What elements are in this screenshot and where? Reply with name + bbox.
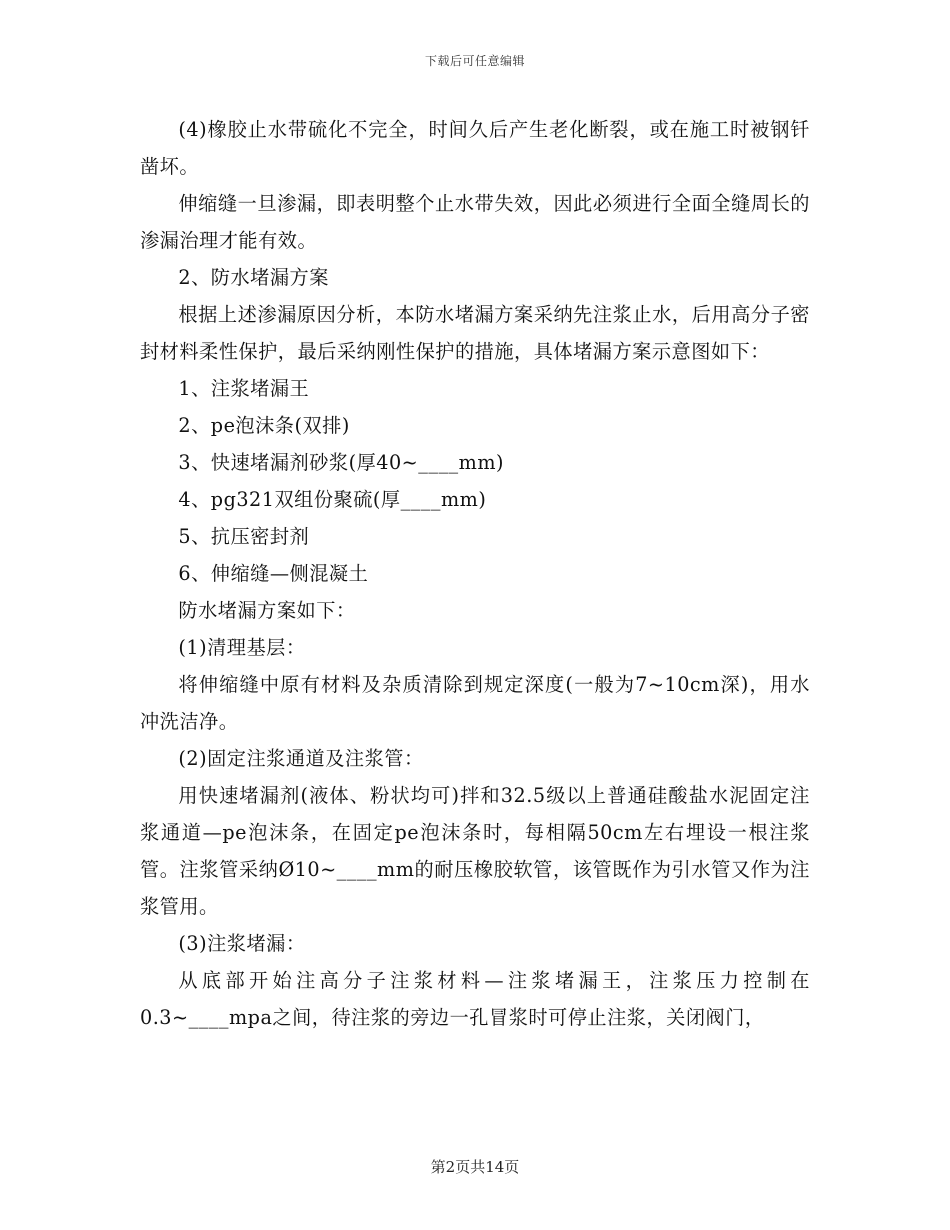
paragraph: 从底部开始注高分子注浆材料—注浆堵漏王，注浆压力控制在0.3~____mpa之间，待注浆的旁边一孔冒浆时可停止注浆，关闭阀门， [140, 969, 810, 1029]
paragraph: 伸缩缝一旦渗漏，即表明整个止水带失效，因此必须进行全面全缝周长的渗漏治理才能有效。 [140, 192, 810, 252]
list-item: 5、抗压密封剂 [178, 525, 310, 548]
list-item: 3、快速堵漏剂砂浆(厚40~____mm) [178, 451, 505, 474]
list-item: 2、pe泡沫条(双排) [178, 414, 350, 437]
page-header: 下载后可任意编辑 [424, 54, 525, 68]
list-item: 4、pg321双组份聚硫(厚____mm) [178, 488, 487, 511]
paragraph: 将伸缩缝中原有材料及杂质清除到规定深度(一般为7~10cm深)，用水冲洗洁净。 [140, 673, 810, 733]
page-number: 第2页共14页 [430, 1158, 520, 1176]
list-item: 1、注浆堵漏王 [178, 377, 310, 400]
step-heading: (3)注浆堵漏： [178, 932, 306, 955]
body-text [140, 111, 810, 1036]
paragraph: 防水堵漏方案如下： [178, 599, 356, 622]
section-heading: 2、防水堵漏方案 [178, 266, 329, 289]
list-item: 6、伸缩缝—侧混凝土 [178, 562, 369, 585]
paragraph: 根据上述渗漏原因分析，本防水堵漏方案采纳先注浆止水，后用高分子密封材料柔性保护，最后采纳刚性保护的措施，具体堵漏方案示意图如下： [140, 303, 810, 363]
step-heading: (1)清理基层： [178, 636, 306, 659]
step-heading: (2)固定注浆通道及注浆管： [178, 747, 424, 770]
paragraph: (4)橡胶止水带硫化不完全，时间久后产生老化断裂，或在施工时被钢钎凿坏。 [140, 118, 810, 178]
paragraph: 用快速堵漏剂(液体、粉状均可)拌和32.5级以上普通硅酸盐水泥固定注浆通道—pe泡沫条，在固定pe泡沫条时，每相隔50cm左右埋设一根注浆管。注浆管采纳Ø10~____mm的耐压橡胶软管，该管既作为引水管又作为注浆管用。 [140, 784, 810, 918]
